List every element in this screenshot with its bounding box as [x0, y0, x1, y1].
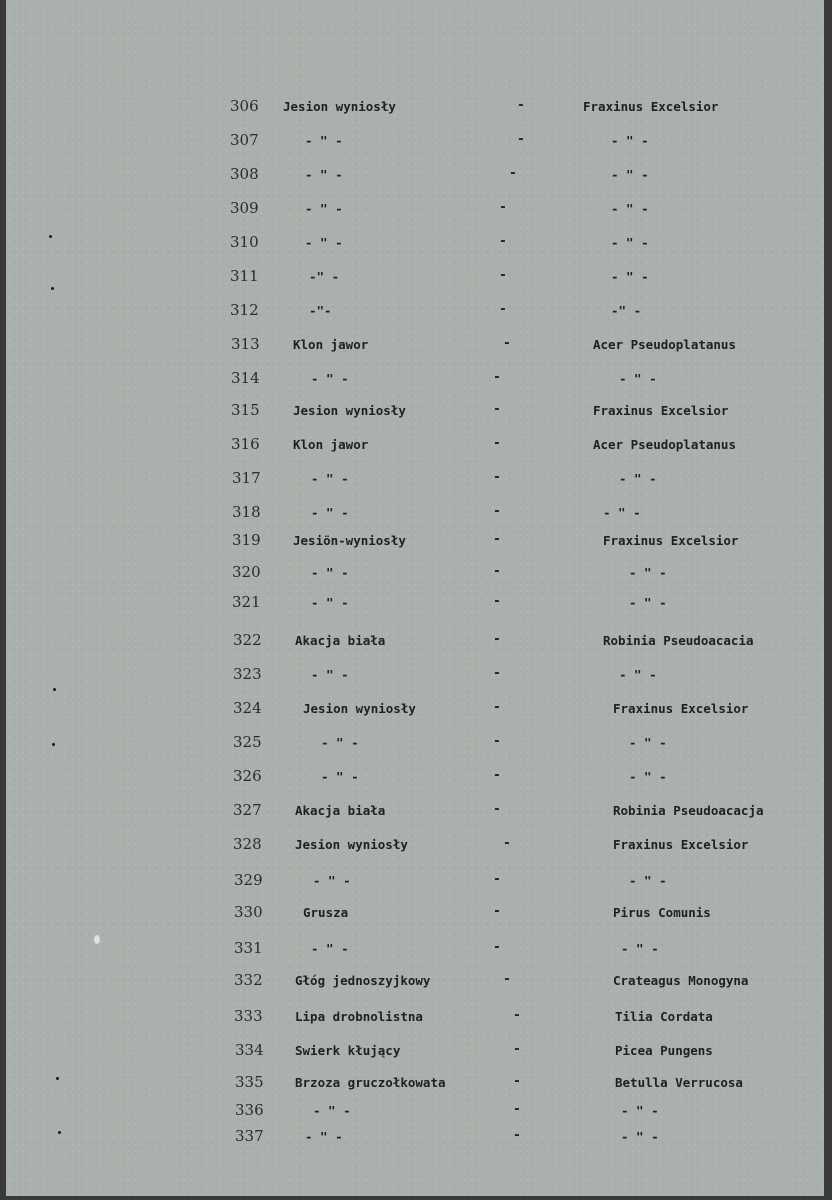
row-number: 318	[232, 503, 261, 521]
list-row	[6, 1101, 824, 1123]
row-number: 334	[235, 1041, 264, 1059]
row-number: 317	[232, 469, 261, 487]
latin-name: Fraxinus Excelsior	[613, 837, 749, 852]
separator-dash: -	[499, 234, 507, 249]
polish-name: - " -	[311, 471, 349, 486]
separator-dash: -	[513, 1102, 521, 1117]
latin-name: - " -	[611, 269, 649, 284]
latin-name: - " -	[603, 505, 641, 520]
latin-name: Fraxinus Excelsior	[603, 533, 739, 548]
separator-dash: -	[499, 302, 507, 317]
polish-name: Klon jawor	[293, 437, 369, 452]
separator-dash: -	[513, 1042, 521, 1057]
list-row	[6, 199, 824, 221]
polish-name: -"-	[309, 303, 332, 318]
polish-name: - " -	[311, 505, 349, 520]
row-number: 329	[234, 871, 263, 889]
ink-speck	[94, 935, 100, 944]
list-row	[6, 971, 824, 993]
separator-dash: -	[493, 532, 501, 547]
row-number: 325	[233, 733, 262, 751]
latin-name: - " -	[629, 769, 667, 784]
polish-name: Jesion wyniosły	[303, 701, 416, 716]
list-row	[6, 469, 824, 491]
latin-name: - " -	[621, 941, 659, 956]
latin-name: - " -	[619, 371, 657, 386]
polish-name: - " -	[321, 735, 359, 750]
separator-dash: -	[499, 200, 507, 215]
row-number: 333	[234, 1007, 263, 1025]
separator-dash: -	[493, 872, 501, 887]
separator-dash: -	[493, 402, 501, 417]
latin-name: Pirus Comunis	[613, 905, 711, 920]
polish-name: - " -	[311, 371, 349, 386]
separator-dash: -	[499, 268, 507, 283]
polish-name: Lipa drobnolistna	[295, 1009, 423, 1024]
polish-name: - " -	[305, 133, 343, 148]
polish-name: -" -	[309, 269, 340, 284]
list-row	[6, 767, 824, 789]
list-row	[6, 835, 824, 857]
polish-name: Klon jawor	[293, 337, 369, 352]
row-number: 306	[230, 97, 259, 115]
polish-name: Jesion wyniosły	[293, 403, 406, 418]
row-number: 319	[232, 531, 261, 549]
polish-name: Akacja biała	[295, 803, 386, 818]
ink-speck	[56, 1077, 59, 1080]
separator-dash: -	[493, 734, 501, 749]
separator-dash: -	[493, 504, 501, 519]
row-number: 316	[231, 435, 260, 453]
row-number: 309	[230, 199, 259, 217]
list-row	[6, 503, 824, 525]
latin-name: - " -	[611, 167, 649, 182]
separator-dash: -	[493, 700, 501, 715]
latin-name: - " -	[611, 235, 649, 250]
separator-dash: -	[493, 632, 501, 647]
separator-dash: -	[513, 1128, 521, 1143]
latin-name: - " -	[619, 471, 657, 486]
row-number: 310	[230, 233, 259, 251]
latin-name: Betulla Verrucosa	[615, 1075, 743, 1090]
list-row	[6, 233, 824, 255]
latin-name: - " -	[629, 873, 667, 888]
list-row	[6, 871, 824, 893]
row-number: 324	[233, 699, 262, 717]
row-number: 308	[230, 165, 259, 183]
list-row	[6, 97, 824, 119]
polish-name: Jesion wyniosły	[295, 837, 408, 852]
polish-name: Brzoza gruczołkowata	[295, 1075, 446, 1090]
list-row	[6, 801, 824, 823]
latin-name: - " -	[629, 595, 667, 610]
separator-dash: -	[493, 594, 501, 609]
row-number: 313	[231, 335, 260, 353]
row-number: 311	[230, 267, 259, 285]
ink-speck	[58, 1131, 61, 1134]
separator-dash: -	[517, 132, 525, 147]
polish-name: Grusza	[303, 905, 349, 920]
list-row	[6, 1073, 824, 1095]
row-number: 335	[235, 1073, 264, 1091]
list-row	[6, 939, 824, 961]
latin-name: Fraxinus Excelsior	[583, 99, 719, 114]
list-row	[6, 531, 824, 553]
separator-dash: -	[493, 436, 501, 451]
polish-name: - " -	[313, 873, 351, 888]
separator-dash: -	[493, 768, 501, 783]
list-row	[6, 593, 824, 615]
polish-name: - " -	[311, 941, 349, 956]
latin-name: Fraxinus Excelsior	[593, 403, 729, 418]
list-row	[6, 903, 824, 925]
row-number: 336	[235, 1101, 264, 1119]
list-row	[6, 733, 824, 755]
separator-dash: -	[513, 1074, 521, 1089]
list-row	[6, 267, 824, 289]
list-row	[6, 699, 824, 721]
latin-name: Tilia Cordata	[615, 1009, 713, 1024]
polish-name: - " -	[305, 1129, 343, 1144]
latin-name: - " -	[611, 133, 649, 148]
latin-name: Robinia Pseudoacacja	[613, 803, 764, 818]
separator-dash: -	[493, 666, 501, 681]
separator-dash: -	[503, 836, 511, 851]
list-row	[6, 1127, 824, 1149]
polish-name: - " -	[311, 565, 349, 580]
list-row	[6, 563, 824, 585]
polish-name: - " -	[305, 167, 343, 182]
list-row	[6, 1007, 824, 1029]
polish-name: Jesion wyniosły	[283, 99, 396, 114]
polish-name: Swierk kłujący	[295, 1043, 401, 1058]
list-row	[6, 435, 824, 457]
ink-speck	[52, 743, 55, 746]
latin-name: - " -	[619, 667, 657, 682]
latin-name: - " -	[629, 735, 667, 750]
polish-name: - " -	[311, 595, 349, 610]
separator-dash: -	[503, 336, 511, 351]
polish-name: - " -	[305, 201, 343, 216]
latin-name: Crateagus Monogyna	[613, 973, 749, 988]
latin-name: Acer Pseudoplatanus	[593, 337, 736, 352]
latin-name: -" -	[611, 303, 642, 318]
list-row	[6, 165, 824, 187]
list-row	[6, 301, 824, 323]
separator-dash: -	[509, 166, 517, 181]
row-number: 315	[231, 401, 260, 419]
latin-name: - " -	[629, 565, 667, 580]
separator-dash: -	[517, 98, 525, 113]
polish-name: - " -	[321, 769, 359, 784]
polish-name: Głóg jednoszyjkowy	[295, 973, 431, 988]
list-row	[6, 1041, 824, 1063]
separator-dash: -	[493, 470, 501, 485]
list-row	[6, 335, 824, 357]
row-number: 337	[235, 1127, 264, 1145]
latin-name: Fraxinus Excelsior	[613, 701, 749, 716]
separator-dash: -	[493, 904, 501, 919]
ink-speck	[51, 287, 54, 290]
list-row	[6, 401, 824, 423]
list-row	[6, 665, 824, 687]
polish-name: Jesiön-wyniosły	[293, 533, 406, 548]
latin-name: - " -	[621, 1129, 659, 1144]
latin-name: - " -	[621, 1103, 659, 1118]
row-number: 314	[231, 369, 260, 387]
row-number: 320	[232, 563, 261, 581]
row-number: 332	[234, 971, 263, 989]
polish-name: Akacja biała	[295, 633, 386, 648]
latin-name: Picea Pungens	[615, 1043, 713, 1058]
row-number: 322	[233, 631, 262, 649]
row-number: 326	[233, 767, 262, 785]
list-row	[6, 631, 824, 653]
separator-dash: -	[493, 564, 501, 579]
polish-name: - " -	[313, 1103, 351, 1118]
list-row	[6, 369, 824, 391]
polish-name: - " -	[305, 235, 343, 250]
ink-speck	[53, 688, 56, 691]
separator-dash: -	[493, 370, 501, 385]
row-number: 323	[233, 665, 262, 683]
typed-page	[6, 0, 824, 1196]
row-number: 312	[230, 301, 259, 319]
ink-speck	[49, 235, 52, 238]
list-row	[6, 131, 824, 153]
row-number: 331	[234, 939, 263, 957]
row-number: 330	[234, 903, 263, 921]
separator-dash: -	[513, 1008, 521, 1023]
row-number: 328	[233, 835, 262, 853]
latin-name: - " -	[611, 201, 649, 216]
latin-name: Acer Pseudoplatanus	[593, 437, 736, 452]
row-number: 327	[233, 801, 262, 819]
row-number: 307	[230, 131, 259, 149]
separator-dash: -	[503, 972, 511, 987]
latin-name: Robinia Pseudoacacia	[603, 633, 754, 648]
polish-name: - " -	[311, 667, 349, 682]
row-number: 321	[232, 593, 261, 611]
separator-dash: -	[493, 940, 501, 955]
separator-dash: -	[493, 802, 501, 817]
